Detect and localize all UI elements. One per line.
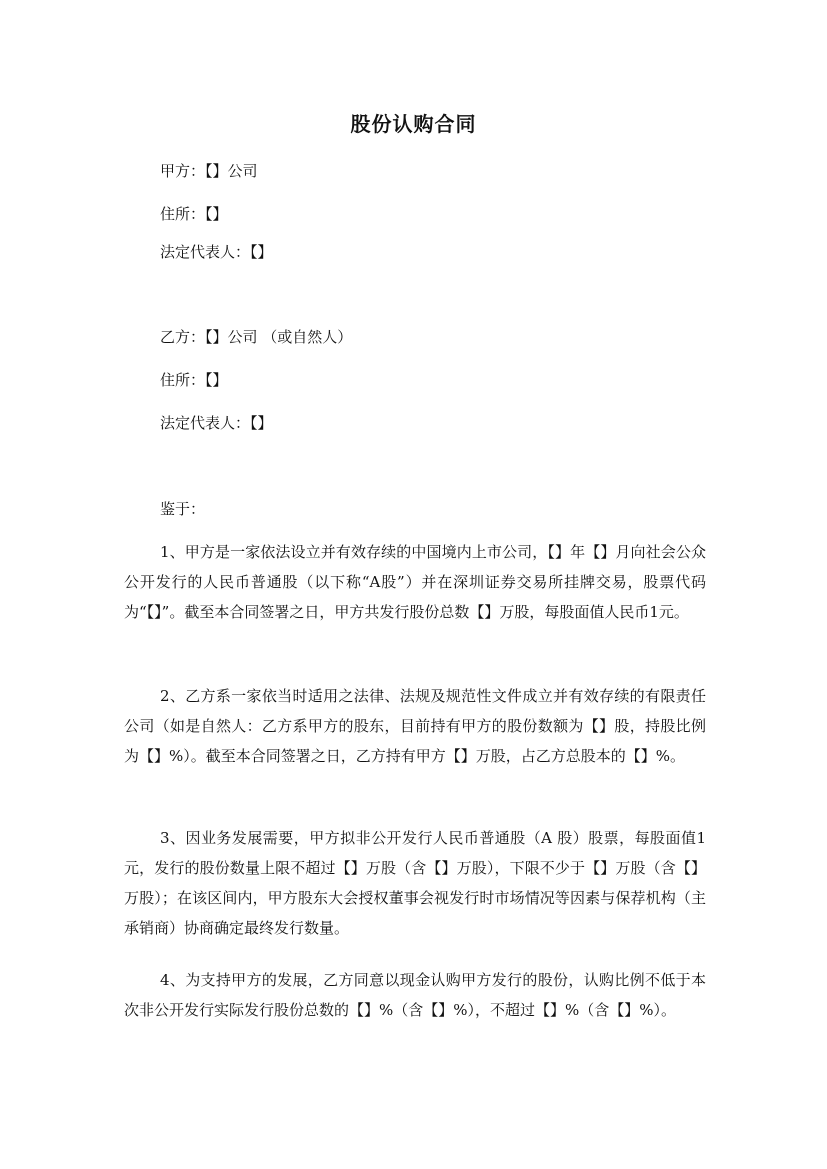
document-title: 股份认购合同	[350, 112, 477, 136]
party-a-address: 住所：【】	[160, 205, 228, 223]
clause-1: 1、甲方是一家依法设立并有效存续的中国境内上市公司，【】年【】月向社会公众公开发行的人民币普通股（以下称“A股”）并在深圳证券交易所挂牌交易，股票代码为“【】”。截至本合同签署之日，甲方共发行股份总数【】万股，每股面值人民币1元。	[124, 543, 706, 621]
party-a-representative: 法定代表人：【】	[160, 243, 273, 261]
clause-3: 3、因业务发展需要，甲方拟非公开发行人民币普通股（A 股）股票，每股面值1元，发行的股份数量上限不超过【】万股（含【】万股），下限不少于【】万股（含【】万股）；在该区间内，甲方股东大会授权董事会视发行时市场情况等因素与保荐机构（主承销商）协商确定最终发行数量。	[124, 829, 706, 937]
clause-4: 4、为支持甲方的发展，乙方同意以现金认购甲方发行的股份，认购比例不低于本次非公开发行实际发行股份总数的【】%（含【】%），不超过【】%（含【】%）。	[124, 971, 706, 1019]
whereas-heading: 鉴于：	[160, 500, 206, 518]
clause-2: 2、乙方系一家依当时适用之法律、法规及规范性文件成立并有效存续的有限责任公司（如是自然人：乙方系甲方的股东，目前持有甲方的股份数额为【】股，持股比例为【】%）。截至本合同签署之日，乙方持有甲方【】万股，占乙方总股本的【】%。	[124, 687, 706, 765]
party-b-address: 住所：【】	[160, 371, 228, 389]
party-b-name: 乙方：【】公司 （或自然人）	[160, 328, 353, 346]
party-b-representative: 法定代表人：【】	[160, 414, 273, 432]
party-a-name: 甲方：【】公司	[160, 162, 258, 180]
